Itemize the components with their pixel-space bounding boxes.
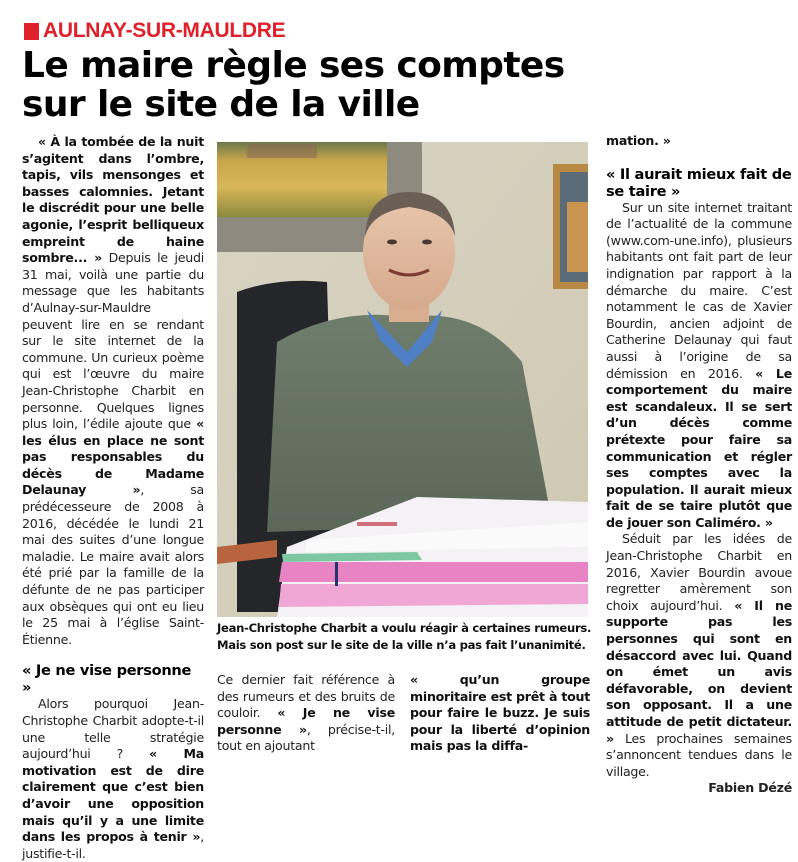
subhead-il-aurait-mieux-fait: « Il aurait mieux fait de se taire » — [606, 165, 792, 200]
headline-line-1: Le maire règle ses comptes — [22, 45, 565, 86]
paragraph-minority-group — [410, 672, 590, 755]
article-column-4 — [606, 133, 792, 797]
section-kicker — [24, 18, 285, 44]
article-column-3 — [410, 672, 590, 755]
article-headline — [22, 46, 582, 124]
author-byline: Fabien Dézé — [708, 780, 792, 796]
article-photo — [217, 142, 588, 617]
continuation-text: mation. » — [606, 133, 671, 148]
red-square-marker-icon — [24, 23, 39, 40]
paragraph-motivation — [22, 696, 204, 862]
bourdin-quote-1: « Le comportement du maire est scandaleux. Il se sert d’un décès comme prétexte pour faire sa communication et régler ses comptes avec la population. Il aurait mieux fait de se taire plutôt que de jouer son Caliméro. » — [606, 365, 792, 530]
article-column-1 — [22, 134, 204, 862]
paragraph-rumors — [217, 672, 395, 755]
motivation-quote: « Ma motivation est de dire clairement que c’est bien d’avoir une opposition mais qu’il y a une limite dans les propos à tenir » — [22, 746, 204, 845]
rumors-text: Ce dernier fait référence à des rumeurs et des bruits de couloir. — [217, 672, 395, 721]
mayor-quote: « les élus en place ne sont pas responsables du décès de Madame Delaunay » — [22, 416, 204, 498]
headline-line-2: sur le site de la ville — [22, 84, 420, 125]
paragraph-continuation — [606, 133, 792, 150]
motivation-tail: , justifie-t-il. — [22, 829, 204, 861]
bourdin-text: Séduit par les idées de Jean-Christophe Charbit en 2016, Xavier Bourdin avoue regretter amèrement son choix aujourd’hui. — [606, 531, 792, 613]
article-column-2 — [217, 672, 395, 755]
rumors-quote: « Je ne vise personne » — [217, 705, 395, 737]
caption-line-1: Jean-Christophe Charbit a voulu réagir à certaines rumeurs. — [217, 621, 592, 635]
mayor-portrait-illustration — [217, 142, 588, 617]
caption-line-2: Mais son post sur le site de la ville n’a pas fait l’unanimité. — [217, 638, 586, 652]
reactions-text: Sur un site internet traitant de l’actualité de la commune (www.com-une.info), plusieurs habitants ont fait part de leur indignation par rapport à la démarche du maire. C’est notamment le cas de Xavier Bourdin, ancien adjoint de Catherine Delaunay qui faut aussi à l’origine de sa démission en 2016. — [606, 199, 792, 381]
bourdin-tail: Les prochaines semaines s’annoncent tendues dans le village. — [606, 730, 792, 779]
kicker-label: AULNAY-SUR-MAULDRE — [43, 19, 286, 42]
paragraph-reactions — [606, 200, 792, 532]
intro-text: Depuis le jeudi 31 mai, voilà une partie du message que les habitants d’Aulnay-sur-Mauldre peuvent lire en se rendant sur le site internet de la commune. Un curieux poème qui est l’œuvre du maire Jean-Christophe Charbit en personne. Quelques lignes plus loin, l’édile ajoute que — [22, 250, 204, 432]
paragraph-bourdin — [606, 531, 792, 780]
motivation-text: Alors pourquoi Jean-Christophe Charbit adopte-t-il une telle stratégie aujourd’hui ? — [22, 696, 204, 762]
minority-quote: « qu’un groupe minoritaire est prêt à tout pour faire le buzz. Je suis pour la liberté d’opinion mais pas la diffa- — [410, 672, 590, 754]
photo-caption — [217, 620, 597, 654]
bourdin-quote-2: « Il ne supporte pas les personnes qui sont en désaccord avec lui. Quand on émet un avis défavorable, on devient son opposant. Il a une attitude de petit dictateur. » — [606, 597, 792, 746]
paragraph-intro — [22, 134, 204, 648]
subhead-je-ne-vise-personne: « Je ne vise personne » — [22, 662, 192, 697]
poem-quote: « À la tombée de la nuit s’agitent dans l’ombre, tapis, vils mensonges et basses calomnies. Jetant le discrédit pour une belle agonie, l’esprit belliqueux empreint de haine sombre... » — [22, 134, 204, 266]
intro-tail: , sa prédécesseure de 2008 à 2016, décédée le lundi 21 mai des suites d’une longue maladie. Le maire avait alors été prié par la famille de la défunte de ne pas participer aux obsèques qui ont eu lieu le 25 mai à l’église Saint-Étienne. — [22, 482, 204, 647]
rumors-tail: , précise-t-il, tout en ajoutant — [217, 721, 395, 754]
